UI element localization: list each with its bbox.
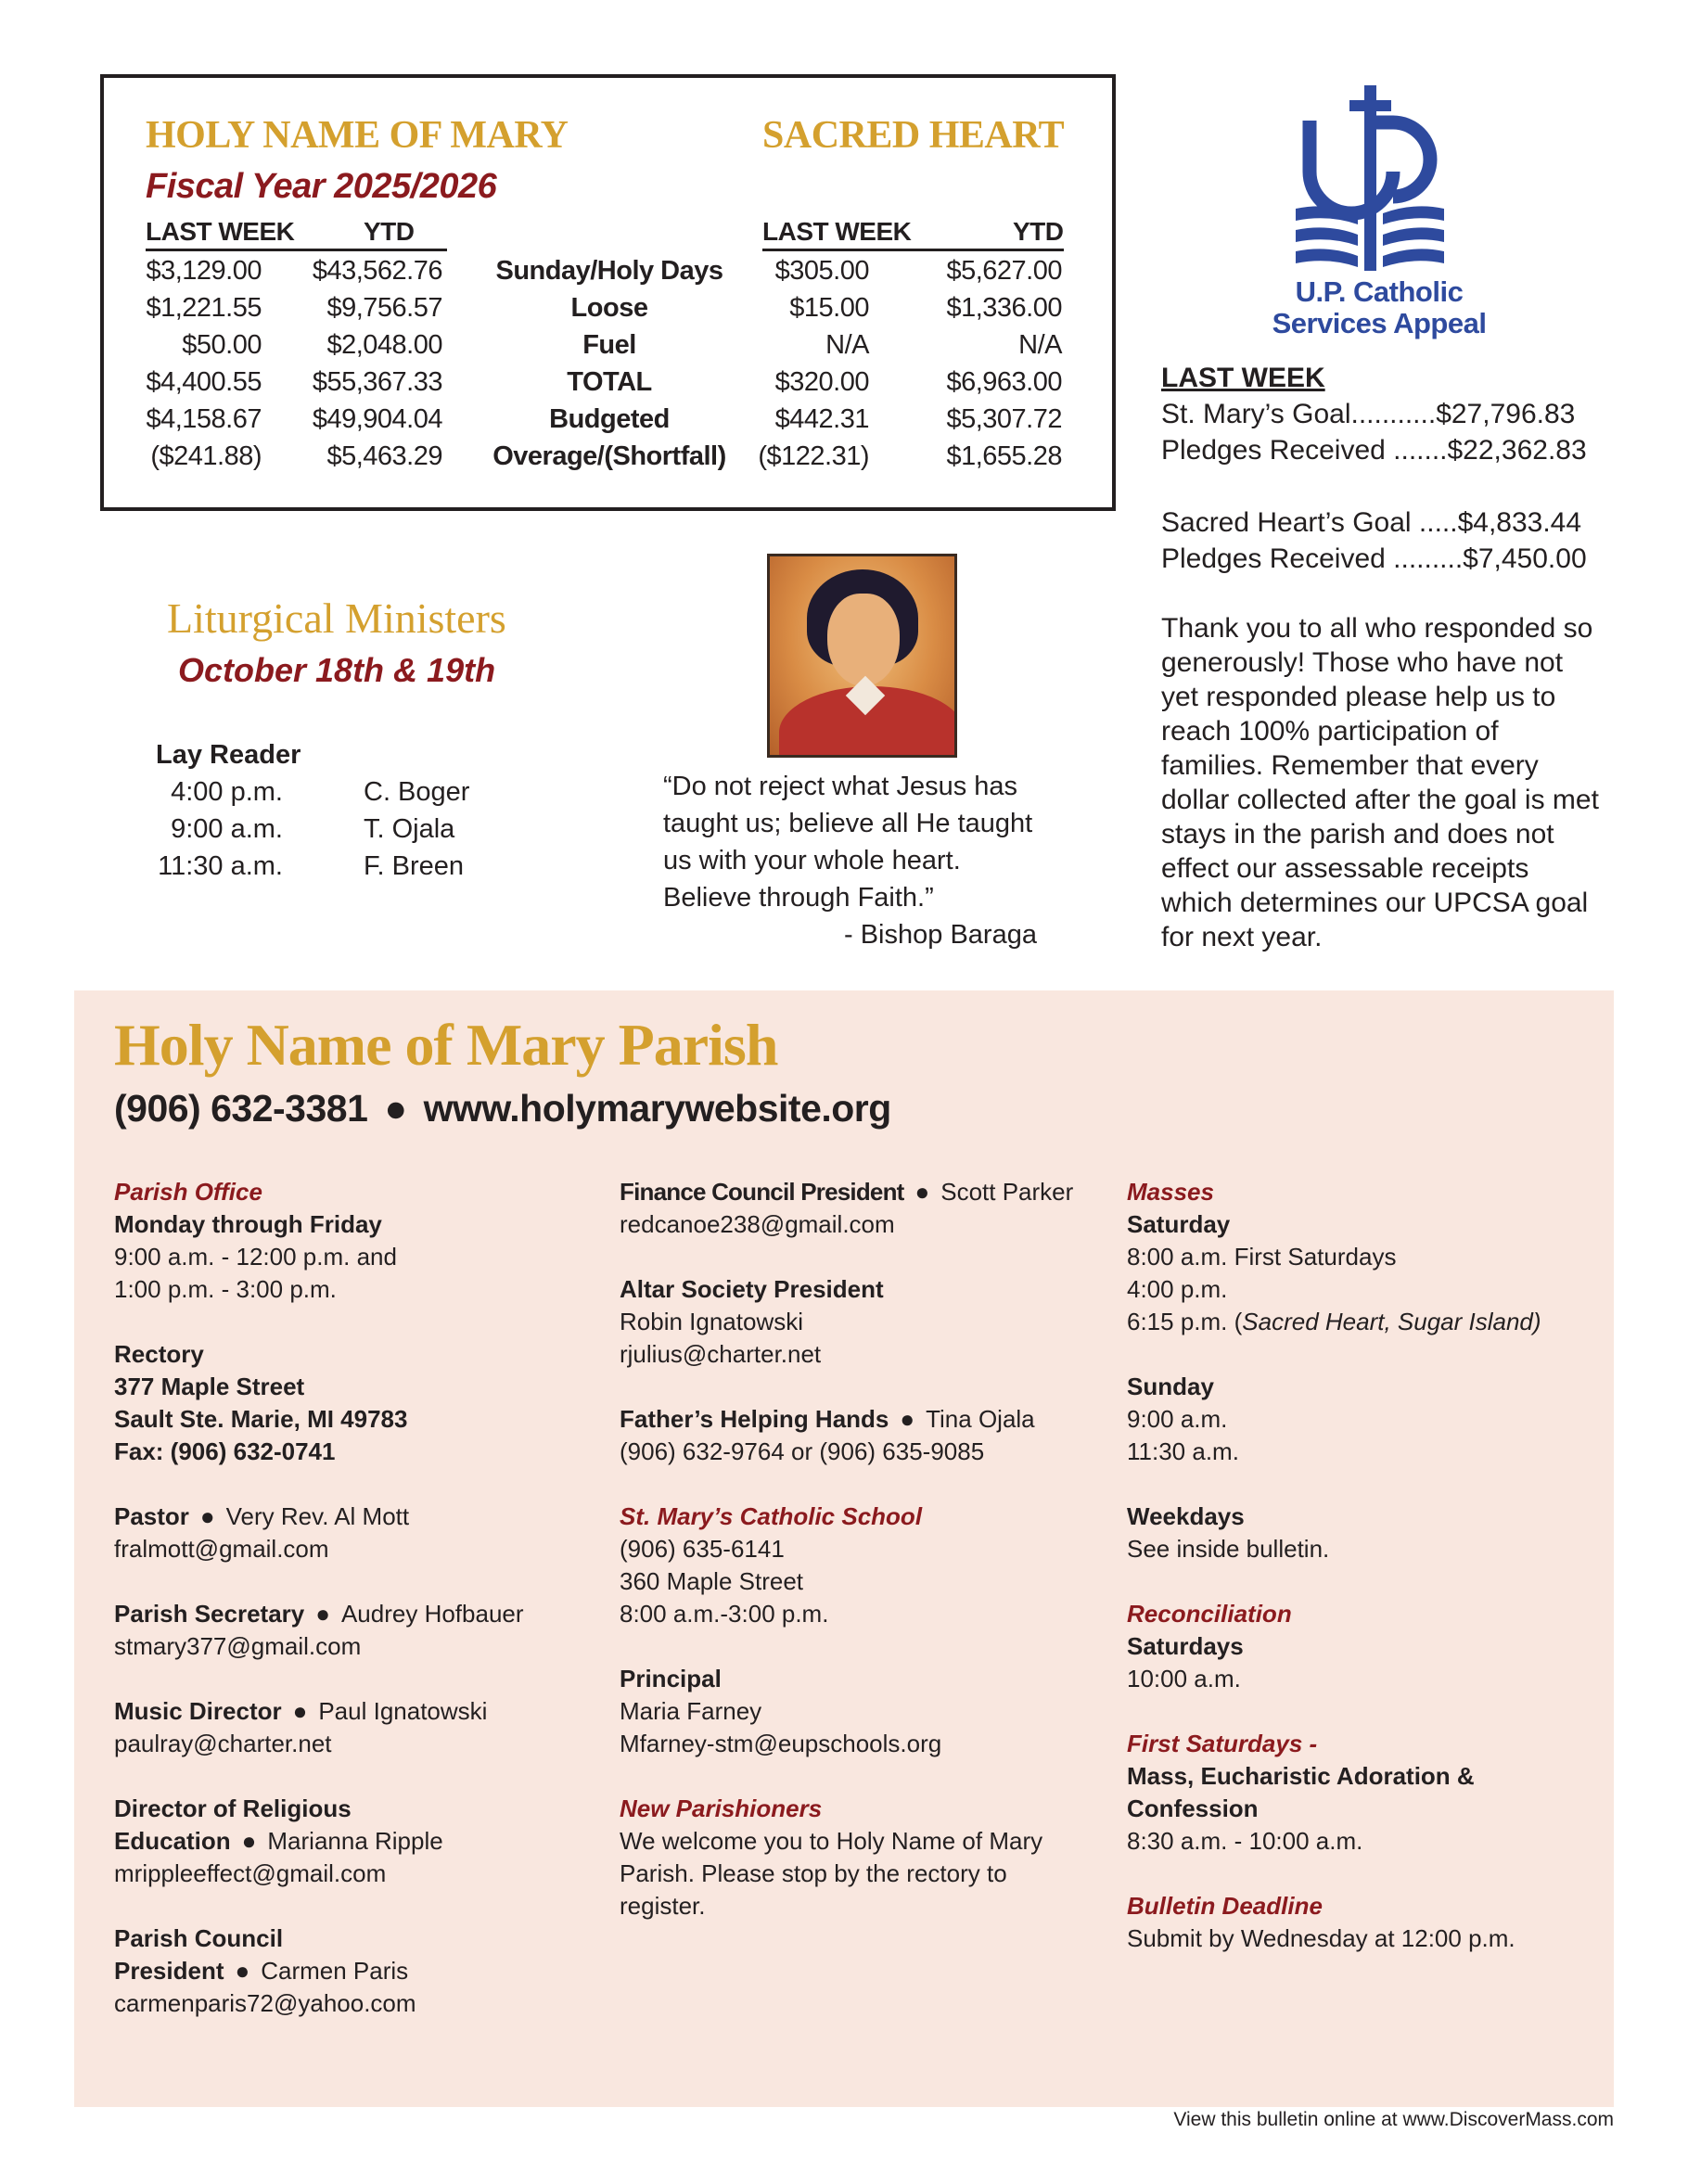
- sh-last-week-value: $305.00: [774, 256, 869, 286]
- sh-last-week-value: $15.00: [789, 293, 869, 323]
- first-saturdays-description: Mass, Eucharistic Adoration & Confession: [1127, 1762, 1475, 1822]
- music-name: Paul Ignatowski: [318, 1697, 488, 1725]
- dre-role-line-1: Director of Religious: [114, 1794, 352, 1822]
- fiscal-year-label: Fiscal Year 2025/2026: [146, 167, 497, 206]
- office-hours-2: 1:00 p.m. - 3:00 p.m.: [114, 1275, 337, 1303]
- reader-time: 4:00 p.m.: [171, 777, 283, 807]
- finance-row: [104, 441, 1119, 479]
- dre-name: Marianna Ripple: [267, 1827, 443, 1855]
- sacred-heart-goal: Sacred Heart’s Goal .....$4,833.44: [1161, 507, 1582, 538]
- sh-ytd-header: YTD: [1013, 217, 1064, 246]
- header-underline-right: [762, 249, 1064, 251]
- finance-council-name: Scott Parker: [940, 1178, 1074, 1206]
- lay-reader-label: Lay Reader: [156, 740, 301, 770]
- up-cross-book-icon: [1254, 74, 1504, 274]
- rectory-city: Sault Ste. Marie, MI 49783: [114, 1405, 408, 1433]
- pastor-line: [114, 1501, 596, 1533]
- header-underline-left: [146, 249, 447, 251]
- first-saturdays-heading: First Saturdays -: [1127, 1730, 1318, 1757]
- parish-groups-column: [620, 1176, 1102, 1922]
- sh-last-week-value: ($122.31): [758, 441, 869, 471]
- parish-staff-column: [114, 1176, 596, 2020]
- new-parishioners-text: We welcome you to Holy Name of Mary Parish. Please stop by the rectory to register.: [620, 1827, 1043, 1920]
- music-email-link[interactable]: paulray@charter.net: [114, 1730, 332, 1757]
- holy-name-of-mary-heading: HOLY NAME OF MARY: [146, 114, 569, 157]
- sh-ytd-value: $5,307.72: [946, 404, 1062, 434]
- weekdays-label: Weekdays: [1127, 1502, 1245, 1530]
- finance-row: [104, 404, 1119, 441]
- liturgical-date: October 18th & 19th: [178, 651, 496, 689]
- first-saturdays-time: 8:30 a.m. - 10:00 a.m.: [1127, 1827, 1363, 1855]
- hnm-ytd-value: $43,562.76: [312, 256, 442, 286]
- dre-role-line-2: Education: [114, 1827, 231, 1855]
- altar-society-name: Robin Ignatowski: [620, 1308, 803, 1335]
- hnm-ytd-value: $49,904.04: [312, 404, 442, 434]
- saturday-mass-3-note: Sacred Heart, Sugar Island): [1242, 1308, 1541, 1335]
- bullet-icon: ●: [900, 1405, 915, 1433]
- upcsa-logo: [1254, 74, 1504, 343]
- saturday-mass-2: 4:00 p.m.: [1127, 1275, 1228, 1303]
- portrait-face: [827, 594, 900, 686]
- reader-time: 11:30 a.m.: [158, 851, 283, 881]
- hnm-ytd-value: $9,756.57: [326, 293, 442, 323]
- bishop-baraga-portrait: [767, 554, 957, 758]
- spacer: [1161, 468, 1606, 504]
- logo-line-1: U.P. Catholic: [1295, 275, 1464, 308]
- finance-row: [104, 293, 1119, 330]
- sh-last-week-value: N/A: [825, 330, 869, 360]
- office-days: Monday through Friday: [114, 1210, 382, 1238]
- rectory-street: 377 Maple Street: [114, 1373, 305, 1400]
- principal-email-link[interactable]: Mfarney-stm@eupschools.org: [620, 1730, 942, 1757]
- row-label: Budgeted: [549, 404, 670, 434]
- finance-row: [104, 367, 1119, 404]
- reader-time: 9:00 a.m.: [171, 814, 283, 844]
- parish-website-link[interactable]: www.holymarywebsite.org: [423, 1087, 891, 1130]
- row-label: Fuel: [582, 330, 636, 360]
- sh-ytd-value: $5,627.00: [946, 256, 1062, 286]
- appeal-heading: LAST WEEK: [1161, 363, 1325, 393]
- rectory-label: Rectory: [114, 1340, 204, 1368]
- bulletin-deadline-text: Submit by Wednesday at 12:00 p.m.: [1127, 1924, 1515, 1952]
- helping-hands-line: [620, 1403, 1102, 1436]
- bullet-icon: ●: [235, 1957, 250, 1985]
- bishop-baraga-quote: [663, 768, 1053, 953]
- sunday-mass-2: 11:30 a.m.: [1127, 1437, 1239, 1465]
- sh-last-week-header: LAST WEEK: [762, 217, 912, 246]
- hnm-last-week-value: $1,221.55: [146, 293, 262, 323]
- bulletin-deadline-heading: Bulletin Deadline: [1127, 1892, 1323, 1920]
- sh-ytd-value: $6,963.00: [946, 367, 1062, 397]
- saturday-mass-3-time: 6:15 p.m. (: [1127, 1308, 1243, 1335]
- school-street: 360 Maple Street: [620, 1567, 804, 1595]
- parish-info-panel: [74, 990, 1614, 2107]
- bullet-icon: ●: [199, 1502, 215, 1530]
- reader-name: T. Ojala: [364, 814, 455, 844]
- bullet-icon: ●: [292, 1697, 308, 1725]
- mass-schedule-column: [1127, 1176, 1609, 1955]
- upcsa-logo-text: [1254, 276, 1504, 339]
- parish-name-heading: Holy Name of Mary Parish: [114, 1012, 778, 1078]
- finance-council-line: [620, 1176, 1102, 1208]
- bullet-icon: ●: [384, 1087, 407, 1130]
- saturday-mass-3: [1127, 1306, 1609, 1338]
- hnm-last-week-value: ($241.88): [150, 441, 262, 471]
- sh-ytd-value: $1,336.00: [946, 293, 1062, 323]
- row-label: Sunday/Holy Days: [495, 256, 723, 286]
- pastor-role: Pastor: [114, 1502, 189, 1530]
- secretary-line: [114, 1598, 596, 1630]
- altar-society-role: Altar Society President: [620, 1275, 884, 1303]
- weekdays-text: See inside bulletin.: [1127, 1535, 1330, 1563]
- parish-contact-line: [114, 1087, 891, 1130]
- school-heading: St. Mary’s Catholic School: [620, 1502, 923, 1530]
- hnm-last-week-value: $4,400.55: [146, 367, 262, 397]
- music-role: Music Director: [114, 1697, 282, 1725]
- pastor-email-link[interactable]: fralmott@gmail.com: [114, 1535, 329, 1563]
- hnm-last-week-header: LAST WEEK: [146, 217, 295, 246]
- sacred-heart-heading: SACRED HEART: [762, 114, 1065, 157]
- reader-name: F. Breen: [364, 851, 464, 881]
- row-label: Loose: [570, 293, 648, 323]
- dre-email-link[interactable]: mrippleeffect@gmail.com: [114, 1859, 387, 1887]
- parish-office-heading: Parish Office: [114, 1178, 262, 1206]
- bullet-icon: ●: [914, 1178, 930, 1206]
- row-label: Overage/(Shortfall): [492, 441, 726, 471]
- secretary-role: Parish Secretary: [114, 1600, 305, 1628]
- hnm-last-week-value: $3,129.00: [146, 256, 262, 286]
- hnm-ytd-header: YTD: [364, 217, 415, 246]
- council-role-line-2: President: [114, 1957, 224, 1985]
- finance-council-role: Finance Council President: [620, 1178, 904, 1206]
- sunday-mass-1: 9:00 a.m.: [1127, 1405, 1228, 1433]
- hnm-ytd-value: $55,367.33: [312, 367, 442, 397]
- sacred-heart-pledges: Pledges Received .........$7,450.00: [1161, 543, 1587, 574]
- principal-label: Principal: [620, 1665, 722, 1692]
- sh-last-week-value: $442.31: [774, 404, 869, 434]
- hnm-ytd-value: $5,463.29: [326, 441, 442, 471]
- saturday-mass-1: 8:00 a.m. First Saturdays: [1127, 1243, 1397, 1271]
- reader-name: C. Boger: [364, 777, 470, 807]
- reconciliation-time: 10:00 a.m.: [1127, 1665, 1241, 1692]
- helping-hands-phone: (906) 632-9764 or (906) 635-9085: [620, 1437, 985, 1465]
- altar-society-email-link[interactable]: rjulius@charter.net: [620, 1340, 822, 1368]
- hnm-last-week-value: $4,158.67: [146, 404, 262, 434]
- finance-report-box: [100, 74, 1116, 511]
- principal-name: Maria Farney: [620, 1697, 762, 1725]
- bullet-icon: ●: [241, 1827, 257, 1855]
- helping-hands-role: Father’s Helping Hands: [620, 1405, 889, 1433]
- sunday-label: Sunday: [1127, 1373, 1214, 1400]
- rectory-fax: Fax: (906) 632-0741: [114, 1437, 336, 1465]
- discovermass-footer-link[interactable]: View this bulletin online at www.DiscoverMass.com: [1173, 2109, 1614, 2130]
- music-director-line: [114, 1695, 596, 1728]
- liturgical-ministers-heading: Liturgical Ministers: [167, 594, 506, 642]
- parish-phone: (906) 632-3381: [114, 1087, 368, 1130]
- pastor-name: Very Rev. Al Mott: [225, 1502, 410, 1530]
- hnm-ytd-value: $2,048.00: [326, 330, 442, 360]
- quote-text: “Do not reject what Jesus has taught us; believe all He taught us with your whole heart. Believe through Faith.”: [663, 772, 1033, 913]
- appeal-summary: [1161, 360, 1606, 954]
- sh-last-week-value: $320.00: [774, 367, 869, 397]
- secretary-email-link[interactable]: stmary377@gmail.com: [114, 1632, 362, 1660]
- school-phone: (906) 635-6141: [620, 1535, 785, 1563]
- council-name: Carmen Paris: [261, 1957, 409, 1985]
- new-parishioners-heading: New Parishioners: [620, 1794, 823, 1822]
- school-hours: 8:00 a.m.-3:00 p.m.: [620, 1600, 829, 1628]
- dre-line: [114, 1825, 596, 1858]
- finance-email-link[interactable]: redcanoe238@gmail.com: [620, 1210, 895, 1238]
- st-marys-pledges: Pledges Received .......$22,362.83: [1161, 435, 1587, 466]
- masses-heading: Masses: [1127, 1178, 1214, 1206]
- logo-line-2: Services Appeal: [1272, 307, 1487, 339]
- appeal-thank-you-text: Thank you to all who responded so generously! Those who have not yet responded please help us to reach 100% participation of families. Remember that every dollar collected after the goal is met stays in the parish and does not effect our assessable receipts which determines our UPCSA goal for next year.: [1161, 613, 1599, 952]
- reconciliation-heading: Reconciliation: [1127, 1600, 1292, 1628]
- hnm-last-week-value: $50.00: [182, 330, 262, 360]
- reconciliation-day: Saturdays: [1127, 1632, 1244, 1660]
- quote-attribution: - Bishop Baraga: [844, 920, 1037, 950]
- helping-hands-name: Tina Ojala: [926, 1405, 1035, 1433]
- sh-ytd-value: $1,655.28: [946, 441, 1062, 471]
- council-email-link[interactable]: carmenparis72@yahoo.com: [114, 1989, 416, 2017]
- sh-ytd-value: N/A: [1018, 330, 1062, 360]
- saturday-label: Saturday: [1127, 1210, 1231, 1238]
- office-hours-1: 9:00 a.m. - 12:00 p.m. and: [114, 1243, 397, 1271]
- bullet-icon: ●: [315, 1600, 330, 1628]
- secretary-name: Audrey Hofbauer: [340, 1600, 524, 1628]
- st-marys-goal: St. Mary’s Goal...........$27,796.83: [1161, 399, 1576, 429]
- row-label: TOTAL: [567, 367, 652, 397]
- council-role-line-1: Parish Council: [114, 1924, 284, 1952]
- finance-row: [104, 256, 1119, 293]
- council-line: [114, 1955, 596, 1987]
- finance-row: [104, 330, 1119, 367]
